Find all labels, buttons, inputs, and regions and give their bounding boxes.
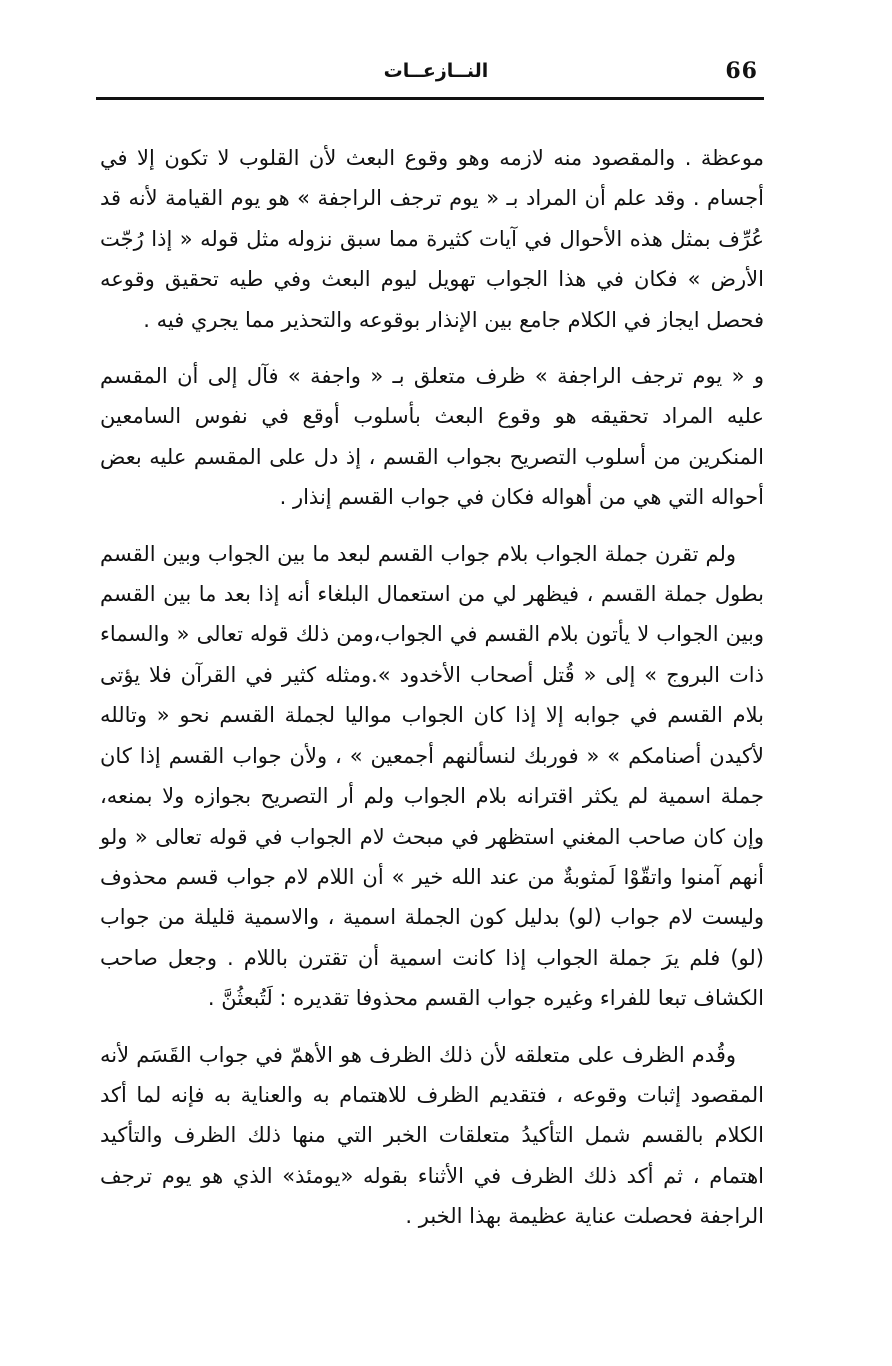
running-title: النــازعــات — [383, 60, 489, 82]
page-header — [96, 52, 764, 100]
paragraph-3: ولم تقرن جملة الجواب بلام جواب القسم لبعد ما بين الجواب وبين القسم بطول جملة القسم ، فيظهر لي من استعمال البلغاء أنه إذا بعد ما بين القسم وبين الجواب لا يأتون بلام القسم في الجواب،ومن ذلك قوله تعالى « والسماء ذات البروج » إلى « قُتل أصحاب الأخدود ».ومثله كثير في القرآن فلا يؤتى بلام القسم في جوابه إلا إذا كان الجواب مواليا لجملة القسم نحو « وتالله لأكيدن أصنامكم » « فوربك لنسألنهم أجمعين » ، ولأن جواب القسم إذا كان جملة اسمية لم يكثر اقترانه بلام الجواب ولم أر التصريح بجوازه ولا بمنعه، وإن كان صاحب المغني استظهر في مبحث لام الجواب في قوله تعالى « ولو أنهم آمنوا واتقّوْا لَمثوبةٌ من عند الله خير » أن اللام لام جواب قسم محذوف وليست لام جواب (لو) بدليل كون الجملة اسمية ، والاسمية قليلة من جواب (لو) فلم يرَ جملة الجواب إذا كانت اسمية أن تقترن باللام . وجعل صاحب الكشاف تبعا للفراء وغيره جواب القسم محذوفا تقديره : لَتُبعثُنَّ . — [100, 541, 764, 1011]
paragraph-2: و « يوم ترجف الراجفة » ظرف متعلق بـ « واجفة » فآل إلى أن المقسم عليه المراد تحقيقه هو وقوع البعث بأسلوب أوقع في نفوس السامعين المنكرين من أسلوب التصريح بجواب القسم ، إذ دل على المقسم عليه بعض أحواله التي هي من أهواله فكان في جواب القسم إنذار . — [100, 364, 764, 510]
page-number: 66 — [725, 58, 758, 84]
page-body — [100, 138, 764, 1237]
paragraph-4: وقُدم الظرف على متعلقه لأن ذلك الظرف هو الأهمّ في جواب القَسَم لأنه المقصود إثبات وقوعه ، فتقديم الظرف للاهتمام به والعناية به فإنه لما أكد الكلام بالقسم شمل التأكيدُ متعلقات الخبر التي منها ذلك الظرف والتأكيد اهتمام ، ثم أكد ذلك الظرف في الأثناء بقوله «يومئذ» الذي هو يوم ترجف الراجفة فحصلت عناية عظيمة بهذا الخبر . — [100, 1042, 764, 1229]
paragraph-1: موعظة . والمقصود منه لازمه وهو وقوع البعث لأن القلوب لا تكون إلا في أجسام . وقد علم أن المراد بـ « يوم ترجف الراجفة » هو يوم القيامة لأنه قد عُرِّف بمثل هذه الأحوال في آيات كثيرة مما سبق نزوله مثل قوله « إذا رُجّت الأرض » فكان في هذا الجواب تهويل ليوم البعث وفي طيه تحقيق وقوعه فحصل ايجاز في الكلام جامع بين الإنذار بوقوعه والتحذير مما يجري فيه . — [100, 146, 764, 332]
header-rule — [96, 97, 764, 100]
